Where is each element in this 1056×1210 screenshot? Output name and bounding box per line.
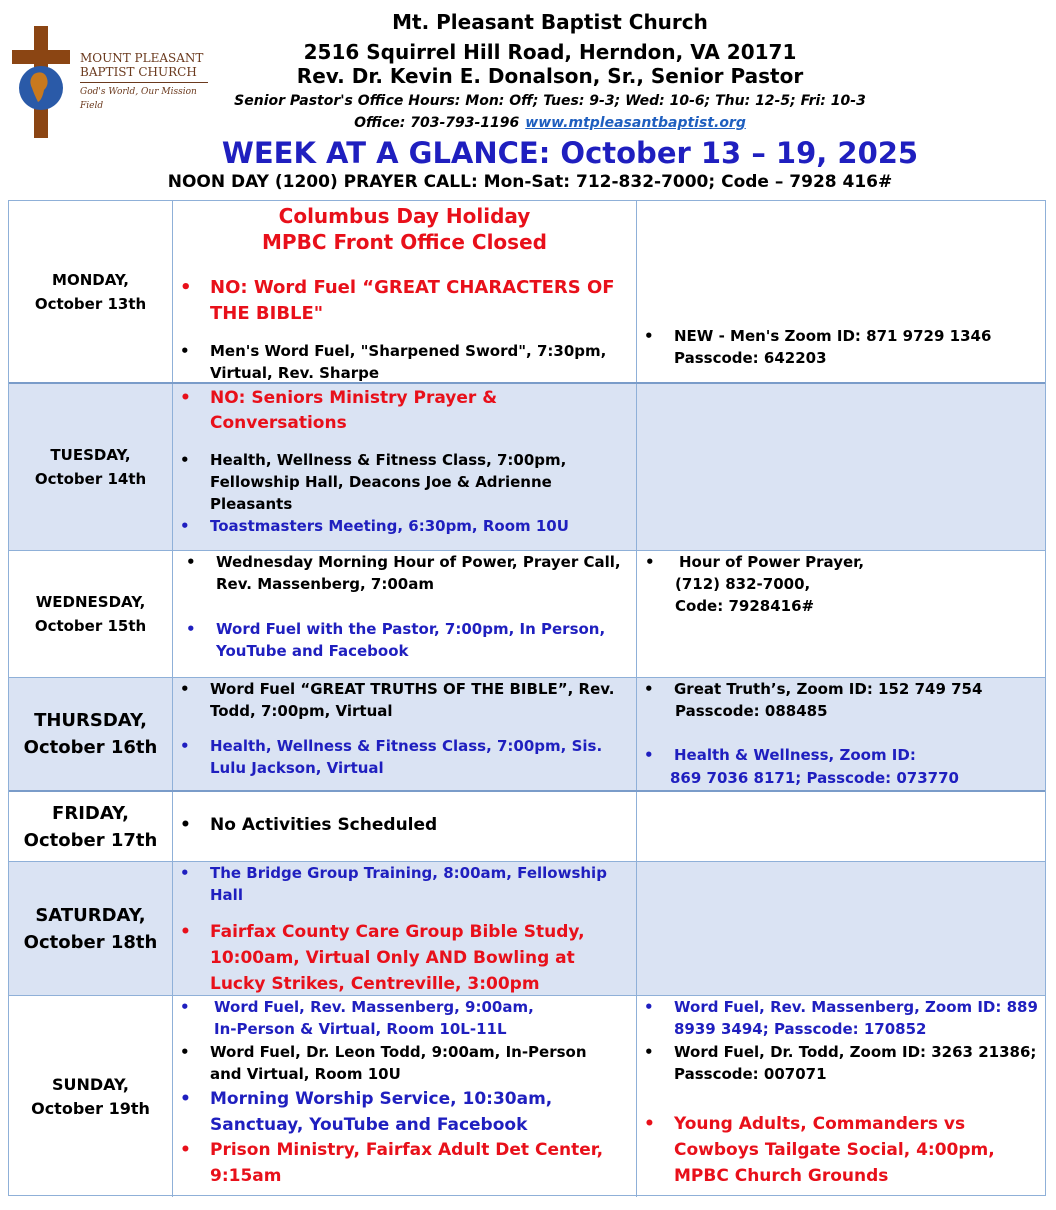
events-cell <box>173 678 637 790</box>
list-item: • Fairfax County Care Group Bible Study, 10:00am, Virtual Only AND Bowling at Lucky Strikes, Centreville, 3:00pm <box>180 922 585 994</box>
list-item: • NEW - Men's Zoom ID: 871 9729 1346 Passcode: 642203 <box>644 327 992 367</box>
table-row-tuesday <box>9 384 1045 551</box>
list-item: • No Activities Scheduled <box>180 815 438 835</box>
table-row-friday <box>9 792 1045 862</box>
day-date: October 14th <box>34 470 147 488</box>
day-date: October 16th <box>23 737 158 758</box>
day-name: FRIDAY, <box>52 802 129 824</box>
week-title: WEEK AT A GLANCE: October 13 – 19, 2025 <box>221 136 919 170</box>
office-contact <box>190 115 910 131</box>
list-item: (712) 832-7000, <box>675 575 811 593</box>
list-item: Code: 7928416# <box>675 597 815 615</box>
logo-tagline: God's World, Our Mission Field <box>80 82 208 113</box>
list-item: • Wednesday Morning Hour of Power, Prayer Call, Rev. Massenberg, 7:00am <box>186 553 621 593</box>
list-item: • Word Fuel, Dr. Leon Todd, 9:00am, In-Person and Virtual, Room 10U <box>180 1043 587 1083</box>
day-date: October 17th <box>23 829 158 851</box>
list-item: • The Bridge Group Training, 8:00am, Fellowship Hall <box>180 864 607 904</box>
day-date: October 15th <box>34 617 147 635</box>
day-name: TUESDAY, <box>50 446 131 464</box>
office-hours: Senior Pastor's Office Hours: Mon: Off; Tues: 9-3; Wed: 10-6; Thu: 12-5; Fri: 10-3 <box>234 93 866 109</box>
day-cell <box>9 201 173 382</box>
list-item: • Word Fuel with the Pastor, 7:00pm, In Person, YouTube and Facebook <box>186 620 606 660</box>
events-cell <box>173 384 637 550</box>
list-item: • Young Adults, Commanders vs Cowboys Tailgate Social, 4:00pm, MPBC Church Grounds <box>644 1114 995 1186</box>
list-item: • Hour of Power Prayer, <box>645 553 865 571</box>
list-item: Passcode: 088485 <box>675 702 828 720</box>
events-cell <box>173 862 637 995</box>
list-item: • Great Truth’s, Zoom ID: 152 749 754 <box>644 680 983 698</box>
day-cell <box>9 384 173 550</box>
day-cell <box>9 678 173 790</box>
list-item: • NO: Seniors Ministry Prayer & Conversations <box>180 388 498 433</box>
logo-line-2: BAPTIST CHURCH <box>80 65 197 79</box>
senior-pastor: Rev. Dr. Kevin E. Donalson, Sr., Senior Pastor <box>296 64 804 88</box>
table-row-thursday <box>9 678 1045 792</box>
day-name: SUNDAY, <box>51 1074 130 1094</box>
day-date: October 13th <box>34 294 147 313</box>
list-item: • Men's Word Fuel, "Sharpened Sword", 7:30pm, Virtual, Rev. Sharpe <box>180 342 607 382</box>
logo-line-1: MOUNT PLEASANT <box>80 51 204 65</box>
notes-cell <box>637 678 1045 790</box>
schedule-table <box>8 200 1046 1196</box>
holiday-notice: MPBC Front Office Closed <box>262 230 547 254</box>
notes-cell <box>637 551 1045 677</box>
day-cell <box>9 862 173 995</box>
events-cell <box>173 551 637 677</box>
notes-cell <box>637 792 1045 861</box>
table-row-monday <box>9 201 1045 384</box>
list-item: • Health, Wellness & Fitness Class, 7:00pm, Sis. Lulu Jackson, Virtual <box>180 737 603 777</box>
holiday-title: Columbus Day Holiday <box>278 204 531 228</box>
list-item: • Word Fuel, Rev. Massenberg, Zoom ID: 889 8939 3494; Passcode: 170852 <box>644 998 1038 1038</box>
list-item: • NO: Word Fuel “GREAT CHARACTERS OF THE BIBLE" <box>180 277 615 324</box>
list-item: 869 7036 8171; Passcode: 073770 <box>670 769 959 787</box>
day-cell <box>9 792 173 861</box>
church-address: 2516 Squirrel Hill Road, Herndon, VA 20171 <box>303 40 797 64</box>
list-item: • Prison Ministry, Fairfax Adult Det Center, 9:15am <box>180 1140 604 1186</box>
church-name: Mt. Pleasant Baptist Church <box>392 10 708 34</box>
list-item: • Word Fuel, Rev. Massenberg, 9:00am, <box>180 998 534 1016</box>
day-name: WEDNESDAY, <box>35 593 146 611</box>
notes-cell <box>637 384 1045 550</box>
noon-prayer-call: NOON DAY (1200) PRAYER CALL: Mon-Sat: 712-832-7000; Code – 7928 416# <box>167 172 893 192</box>
list-item: In-Person & Virtual, Room 10L-11L <box>214 1020 507 1038</box>
table-row-wednesday <box>9 551 1045 678</box>
notes-cell <box>637 862 1045 995</box>
list-item: • Health, Wellness & Fitness Class, 7:00pm, Fellowship Hall, Deacons Joe & Adrienne Pleasants <box>180 451 567 513</box>
notes-cell <box>637 996 1045 1197</box>
website-link[interactable]: www.mtpleasantbaptist.org <box>525 115 746 131</box>
day-name: SATURDAY, <box>35 904 146 926</box>
day-cell <box>9 996 173 1197</box>
list-item: • Morning Worship Service, 10:30am, Sanctuay, YouTube and Facebook <box>180 1089 553 1135</box>
church-logo <box>8 18 208 142</box>
list-item: • Toastmasters Meeting, 6:30pm, Room 10U <box>180 517 569 535</box>
notes-cell <box>637 201 1045 382</box>
day-name: THURSDAY, <box>34 710 147 731</box>
day-name: MONDAY, <box>52 270 129 289</box>
office-phone: Office: 703-793-1196 <box>354 115 520 131</box>
list-item: • Word Fuel “GREAT TRUTHS OF THE BIBLE”, Rev. Todd, 7:00pm, Virtual <box>180 680 615 720</box>
events-cell <box>173 996 637 1197</box>
day-date: October 19th <box>31 1098 150 1118</box>
table-row-sunday <box>9 996 1045 1197</box>
day-date: October 18th <box>23 931 158 953</box>
list-item: • Health & Wellness, Zoom ID: <box>644 746 916 764</box>
events-cell <box>173 201 637 382</box>
list-item: • Word Fuel, Dr. Todd, Zoom ID: 3263 21386; Passcode: 007071 <box>644 1043 1037 1083</box>
day-cell <box>9 551 173 677</box>
table-row-saturday <box>9 862 1045 996</box>
events-cell <box>173 792 637 861</box>
